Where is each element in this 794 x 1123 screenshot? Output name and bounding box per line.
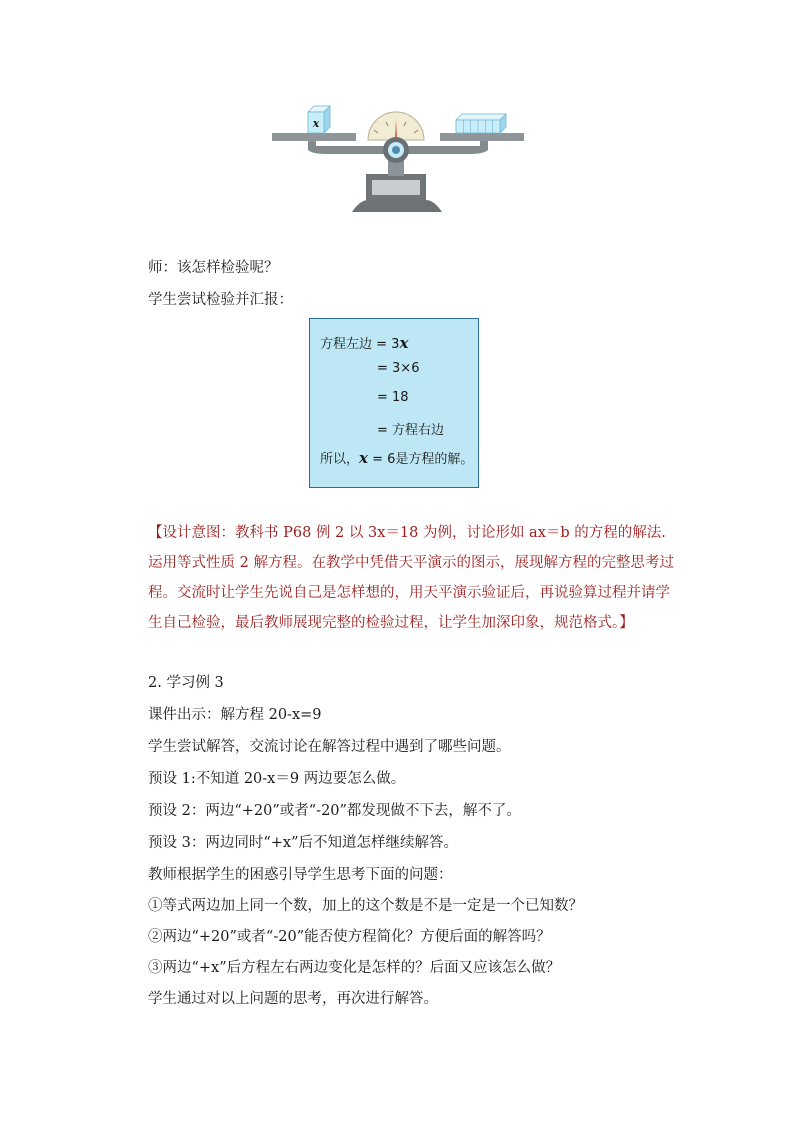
student-line: 学生尝试检验并汇报： <box>148 292 293 308</box>
left-pan <box>272 133 356 141</box>
section-line-2: 学生尝试解答，交流讨论在解答过程中遇到了哪些问题。 <box>148 739 511 755</box>
section-line-9: ③两边“+x”后方程左右两边变化是怎样的？后面又应该怎么做？ <box>148 960 561 976</box>
section-line-6: 教师根据学生的困惑引导学生思考下面的问题： <box>148 867 453 883</box>
check-line-1: 方程左边 = 3x <box>320 334 409 352</box>
x-cube-label: x <box>312 117 320 130</box>
balance-scale-illustration <box>268 100 528 212</box>
check-box <box>309 318 479 488</box>
design-intent-text: 【设计意图：教科书 P68 例 2 以 3x＝18 为例，讨论形如 ax＝b 的方程的解法. 运用等式性质 2 解方程。在教学中凭借天平演示的图示，展现解方程的完整思考过程。交流时让学生先说自己是怎样想的，用天平演示验证后，再说验算过程并请学生自己检验，最后教师展现完整的检验过程，让学生加深印象，规范格式。】 <box>148 525 674 631</box>
section-line-5: 预设 3：两边同时“+x”后不知道怎样继续解答。 <box>148 835 458 851</box>
check-line-3: = 18 <box>377 390 409 405</box>
scale-window <box>372 180 420 195</box>
check-line-2: = 3×6 <box>377 361 420 376</box>
unit-cubes <box>456 114 506 133</box>
check-line-4: = 方程右边 <box>377 423 445 438</box>
teacher-line: 师：该怎样检验呢？ <box>148 260 279 276</box>
x-cube <box>308 106 330 133</box>
section-line-10: 学生通过对以上问题的思考，再次进行解答。 <box>148 991 438 1007</box>
design-intent-note <box>122 518 682 638</box>
section-heading: 2. 学习例 3 <box>148 675 224 691</box>
right-pan <box>440 133 524 141</box>
section-line-4: 预设 2：两边“+20”或者“-20”都发现做不下去，解不了。 <box>148 803 521 819</box>
section-line-8: ②两边“+20”或者“-20”能否使方程简化？方便后面的解答吗？ <box>148 929 551 945</box>
section-line-7: ①等式两边加上同一个数，加上的这个数是不是一定是一个已知数？ <box>148 898 583 914</box>
check-line-5: 所以，x = 6是方程的解。 <box>320 449 474 467</box>
section-line-1: 课件出示：解方程 20-x=9 <box>148 707 322 723</box>
section-line-3: 预设 1:不知道 20-x＝9 两边要怎么做。 <box>148 771 406 787</box>
